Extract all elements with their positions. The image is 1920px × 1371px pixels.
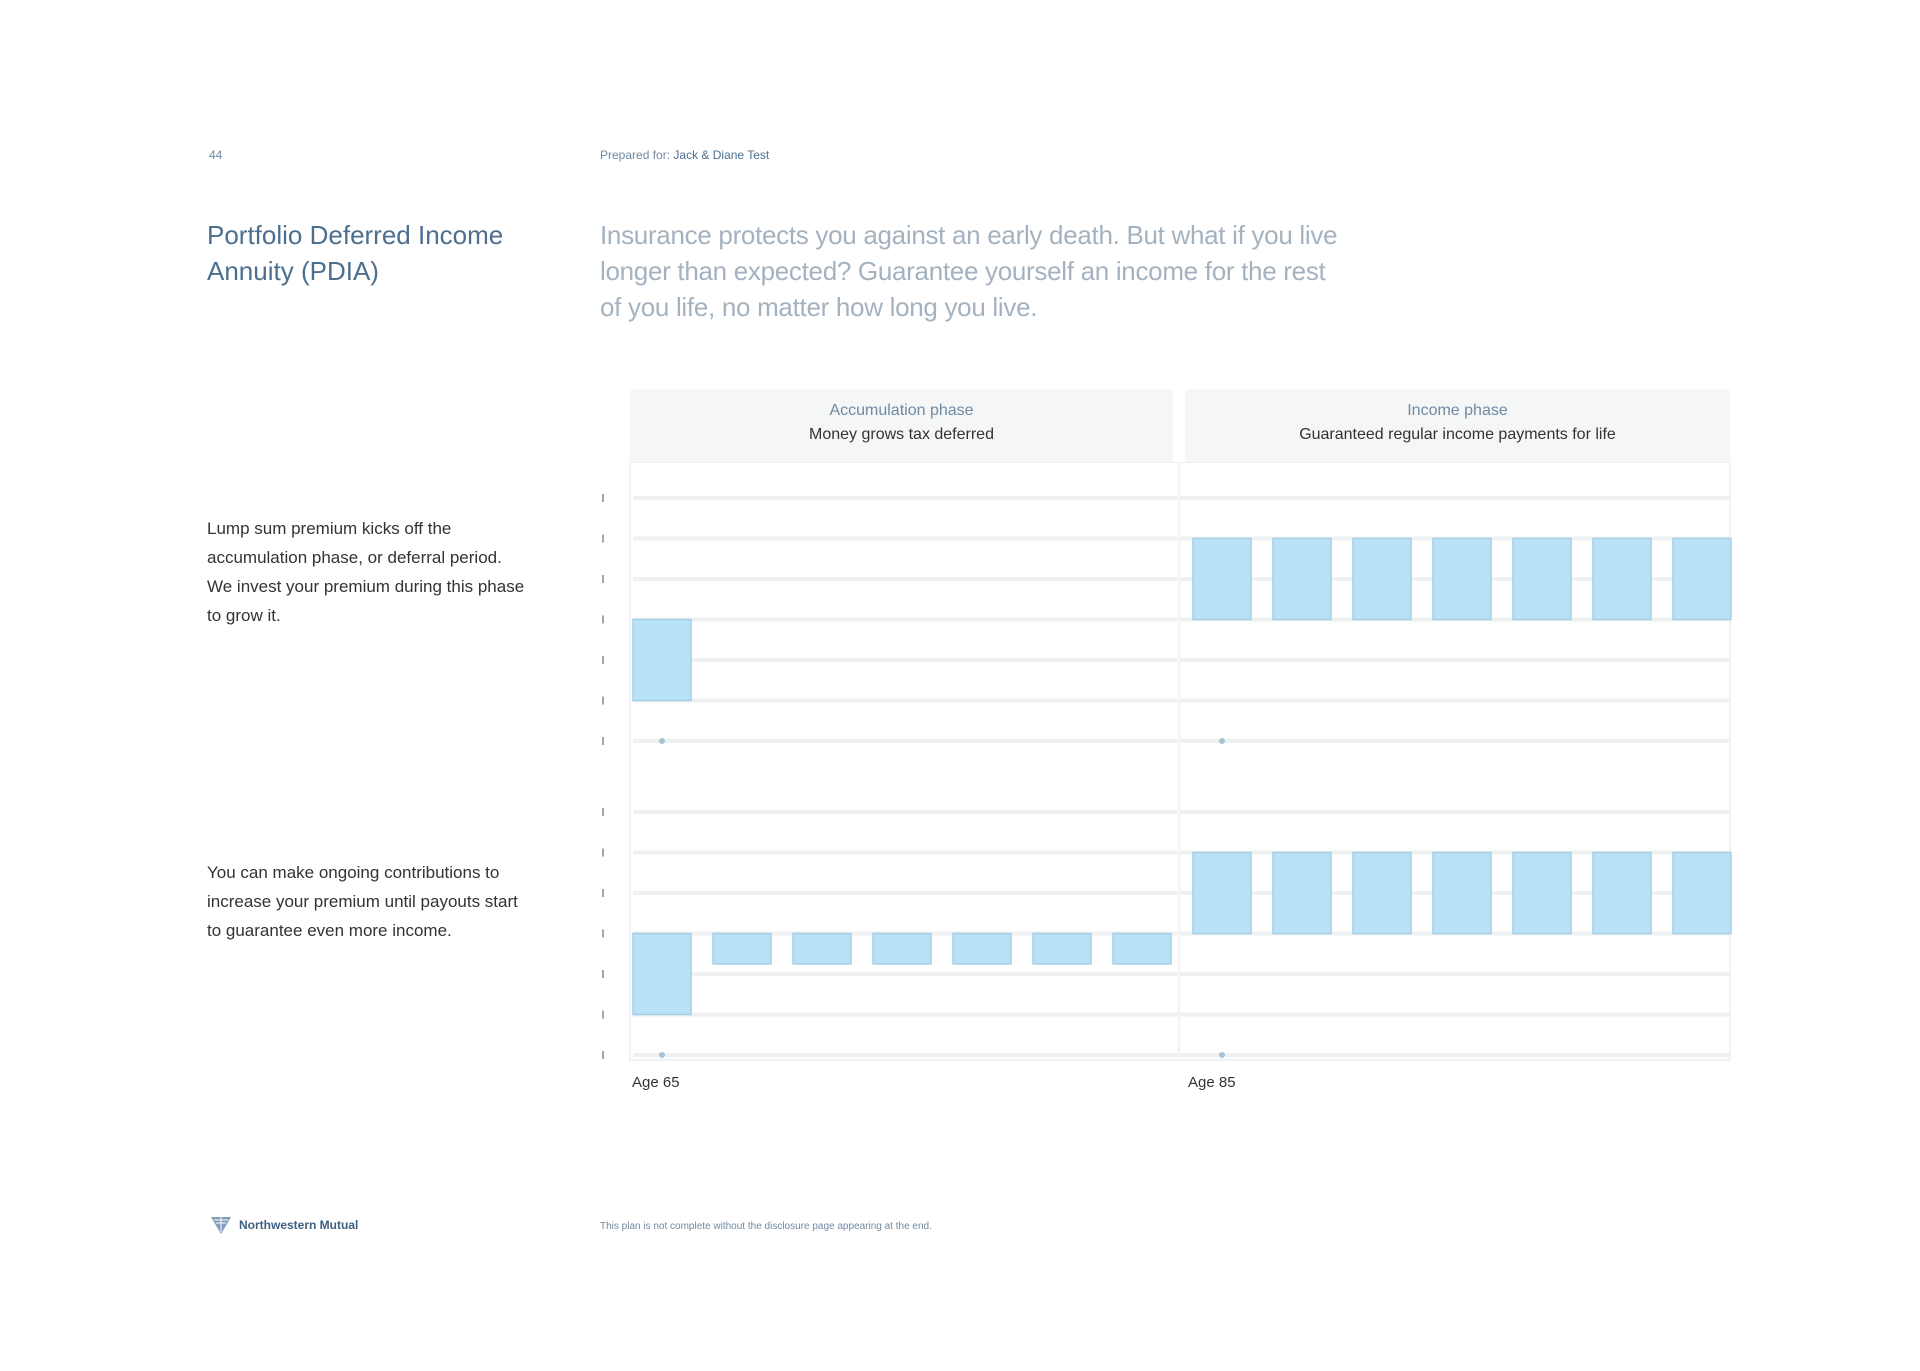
- note-lump-sum: Lump sum premium kicks off the accumulation phase, or deferral period. We invest your premium during this phase to grow it.: [207, 519, 525, 625]
- accumulation-phase-header: [630, 389, 1173, 462]
- page-number: 44: [209, 148, 223, 162]
- bar: [1113, 934, 1171, 964]
- age-marker: [1219, 738, 1225, 744]
- logo-icon: [209, 1214, 233, 1236]
- x-label-income-start: Age 85: [1188, 1074, 1236, 1091]
- section-title: Portfolio Deferred Income Annuity (PDIA): [207, 220, 504, 286]
- bar: [1193, 853, 1251, 934]
- bar: [1193, 539, 1251, 620]
- age-marker: [659, 1052, 665, 1058]
- phase-subtitle: Guaranteed regular income payments for life: [1299, 426, 1616, 443]
- section-intro: Insurance protects you against an early death. But what if you live longer than expected? Guarantee yourself an income for the rest of you life, no matter how long you live.: [600, 220, 1338, 322]
- bar: [1593, 539, 1651, 620]
- phase-subtitle: Money grows tax deferred: [809, 426, 994, 443]
- bar: [953, 934, 1011, 964]
- bar: [1673, 853, 1731, 934]
- bar: [1673, 539, 1731, 620]
- bar: [1273, 853, 1331, 934]
- note-contributions: You can make ongoing contributions to increase your premium until payouts start to guarantee even more income.: [207, 863, 518, 940]
- bar: [1353, 853, 1411, 934]
- bar: [1433, 539, 1491, 620]
- age-marker: [1219, 1052, 1225, 1058]
- x-label-start: Age 65: [632, 1074, 680, 1091]
- bar: [1593, 853, 1651, 934]
- client-name: Jack & Diane Test: [673, 148, 770, 162]
- bar: [873, 934, 931, 964]
- pdia-chart: [590, 462, 1740, 1102]
- prepared-for: [600, 148, 769, 162]
- age-marker: [659, 738, 665, 744]
- bar: [1513, 853, 1571, 934]
- phase-title: Accumulation phase: [829, 402, 974, 419]
- bar: [633, 934, 691, 1015]
- prepared-label: Prepared for:: [600, 148, 671, 162]
- bar: [1513, 539, 1571, 620]
- bar: [1433, 853, 1491, 934]
- bar: [793, 934, 851, 964]
- bar: [713, 934, 771, 964]
- bar: [1273, 539, 1331, 620]
- income-phase-header: [1185, 389, 1730, 462]
- phase-title: Income phase: [1407, 402, 1508, 419]
- bar: [633, 620, 691, 701]
- footer-logo: [209, 1214, 358, 1236]
- footer-disclaimer: This plan is not complete without the disclosure page appearing at the end.: [600, 1221, 932, 1232]
- bar: [1353, 539, 1411, 620]
- logo-text: Northwestern Mutual: [239, 1218, 359, 1232]
- bar: [1033, 934, 1091, 964]
